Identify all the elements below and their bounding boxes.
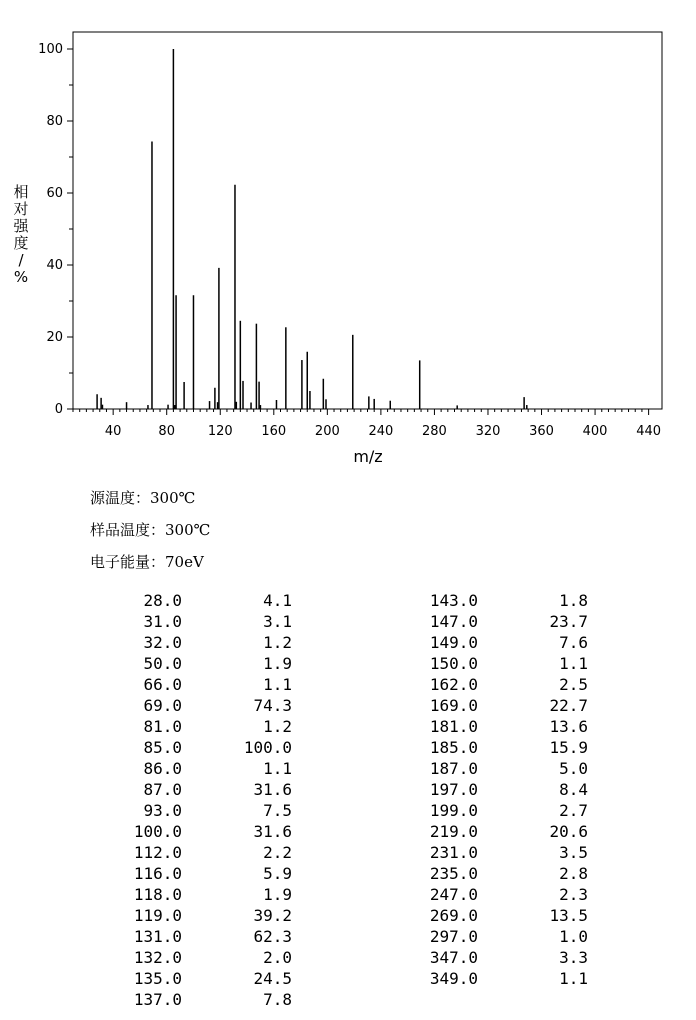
table-row [368,842,588,863]
intensity-value: 13.5 [549,906,588,925]
y-tick-label: 80 [46,114,63,129]
y-tick-label: 20 [46,330,63,345]
table-row [368,884,588,905]
y-axis-label-char: / [18,251,24,269]
mz-value: 69.0 [143,696,182,715]
y-axis-label [11,184,31,286]
y-axis [38,42,73,417]
peak-table-left [72,590,292,1010]
mz-value: 119.0 [133,906,182,925]
intensity-value: 1.1 [263,759,292,778]
intensity-value: 1.1 [559,969,588,988]
table-row [72,863,292,884]
table-row [72,611,292,632]
intensity-value: 3.1 [263,612,292,631]
table-row [368,737,588,758]
table-row [72,905,292,926]
mz-value: 85.0 [143,738,182,757]
x-tick-label: 440 [636,424,662,439]
mz-value: 347.0 [429,948,478,967]
intensity-value: 1.0 [559,927,588,946]
sample-temperature: 样品温度：300℃ [90,521,211,539]
mz-value: 187.0 [429,759,478,778]
intensity-value: 5.9 [263,864,292,883]
intensity-value: 2.8 [559,864,588,883]
mz-value: 185.0 [429,738,478,757]
x-tick-label: 200 [314,424,340,439]
x-tick-label: 320 [475,424,501,439]
mz-value: 87.0 [143,780,182,799]
table-row [72,968,292,989]
intensity-value: 5.0 [559,759,588,778]
mz-value: 132.0 [133,948,182,967]
y-axis-label-char: 强 [13,217,29,235]
mz-value: 147.0 [429,612,478,631]
intensity-value: 74.3 [253,696,292,715]
table-row [72,716,292,737]
table-row [368,632,588,653]
y-axis-label-char: % [13,268,29,286]
x-tick-label: 120 [207,424,233,439]
table-row [368,863,588,884]
table-row [72,947,292,968]
table-row [72,674,292,695]
table-row [72,821,292,842]
mz-value: 50.0 [143,654,182,673]
intensity-value: 31.6 [253,822,292,841]
table-row [368,758,588,779]
mz-value: 197.0 [429,780,478,799]
mz-value: 112.0 [133,843,182,862]
intensity-value: 2.3 [559,885,588,904]
mz-value: 349.0 [429,969,478,988]
mz-value: 81.0 [143,717,182,736]
electron-energy: 电子能量：70eV [90,553,204,571]
table-row [368,653,588,674]
table-row [368,968,588,989]
intensity-value: 7.5 [263,801,292,820]
peak-bars [97,49,527,409]
table-row [72,590,292,611]
intensity-value: 23.7 [549,612,588,631]
mz-value: 247.0 [429,885,478,904]
table-row [368,821,588,842]
mz-value: 149.0 [429,633,478,652]
intensity-value: 62.3 [253,927,292,946]
intensity-value: 7.6 [559,633,588,652]
mz-value: 28.0 [143,591,182,610]
mz-value: 116.0 [133,864,182,883]
intensity-value: 24.5 [253,969,292,988]
mz-value: 118.0 [133,885,182,904]
table-row [368,611,588,632]
intensity-value: 1.1 [263,675,292,694]
intensity-value: 4.1 [263,591,292,610]
mz-value: 135.0 [133,969,182,988]
mz-value: 219.0 [429,822,478,841]
mz-value: 31.0 [143,612,182,631]
mz-value: 199.0 [429,801,478,820]
x-tick-label: 40 [104,424,122,439]
table-row [368,905,588,926]
x-tick-label: 240 [368,424,394,439]
table-row [368,590,588,611]
mz-value: 181.0 [429,717,478,736]
mz-value: 137.0 [133,990,182,1009]
mz-value: 131.0 [133,927,182,946]
mz-value: 93.0 [143,801,182,820]
intensity-value: 1.2 [263,717,292,736]
intensity-value: 1.1 [559,654,588,673]
intensity-value: 100.0 [243,738,292,757]
x-axis-label: m/z [353,447,383,466]
table-row [368,716,588,737]
intensity-value: 1.9 [263,654,292,673]
y-axis-label-char: 对 [13,200,29,218]
table-row [72,842,292,863]
table-row [368,947,588,968]
mz-value: 231.0 [429,843,478,862]
table-row [72,884,292,905]
y-tick-label: 60 [46,186,63,201]
mz-value: 150.0 [429,654,478,673]
x-tick-label: 280 [422,424,447,439]
intensity-value: 3.3 [559,948,588,967]
intensity-value: 22.7 [549,696,588,715]
intensity-value: 7.8 [263,990,292,1009]
y-tick-label: 100 [38,42,63,57]
y-axis-label-char: 相 [13,183,29,201]
table-row [368,926,588,947]
y-axis-label-char: 度 [13,234,29,252]
intensity-value: 13.6 [549,717,588,736]
intensity-value: 15.9 [549,738,588,757]
x-tick-label: 80 [158,424,175,439]
intensity-value: 3.5 [559,843,588,862]
mz-value: 297.0 [429,927,478,946]
intensity-value: 20.6 [549,822,588,841]
intensity-value: 2.2 [263,843,292,862]
mz-value: 235.0 [429,864,478,883]
table-row [72,653,292,674]
intensity-value: 1.2 [263,633,292,652]
y-tick-label: 40 [46,258,63,273]
x-axis [73,409,661,439]
x-tick-label: 360 [529,424,554,439]
table-row [72,632,292,653]
table-row [72,779,292,800]
table-row [72,695,292,716]
intensity-value: 31.6 [253,780,292,799]
intensity-value: 2.5 [559,675,588,694]
table-row [368,674,588,695]
intensity-value: 1.9 [263,885,292,904]
table-row [368,695,588,716]
peak-table-right [368,590,588,989]
table-row [72,926,292,947]
mz-value: 169.0 [429,696,478,715]
intensity-value: 2.7 [559,801,588,820]
table-row [72,758,292,779]
source-temperature: 源温度：300℃ [90,489,196,507]
x-tick-label: 400 [582,424,608,439]
mz-value: 162.0 [429,675,478,694]
mz-value: 66.0 [143,675,182,694]
mz-value: 143.0 [429,591,478,610]
mz-value: 100.0 [133,822,182,841]
intensity-value: 2.0 [263,948,292,967]
plot-frame [73,32,662,409]
x-tick-label: 160 [261,424,287,439]
intensity-value: 8.4 [559,780,588,799]
table-row [72,800,292,821]
table-row [368,800,588,821]
mz-value: 86.0 [143,759,182,778]
mass-spectrum-chart [0,0,696,475]
table-row [72,989,292,1010]
table-row [72,737,292,758]
mz-value: 32.0 [143,633,182,652]
mz-value: 269.0 [429,906,478,925]
intensity-value: 1.8 [559,591,588,610]
y-tick-label: 0 [54,402,63,417]
intensity-value: 39.2 [253,906,292,925]
table-row [368,779,588,800]
